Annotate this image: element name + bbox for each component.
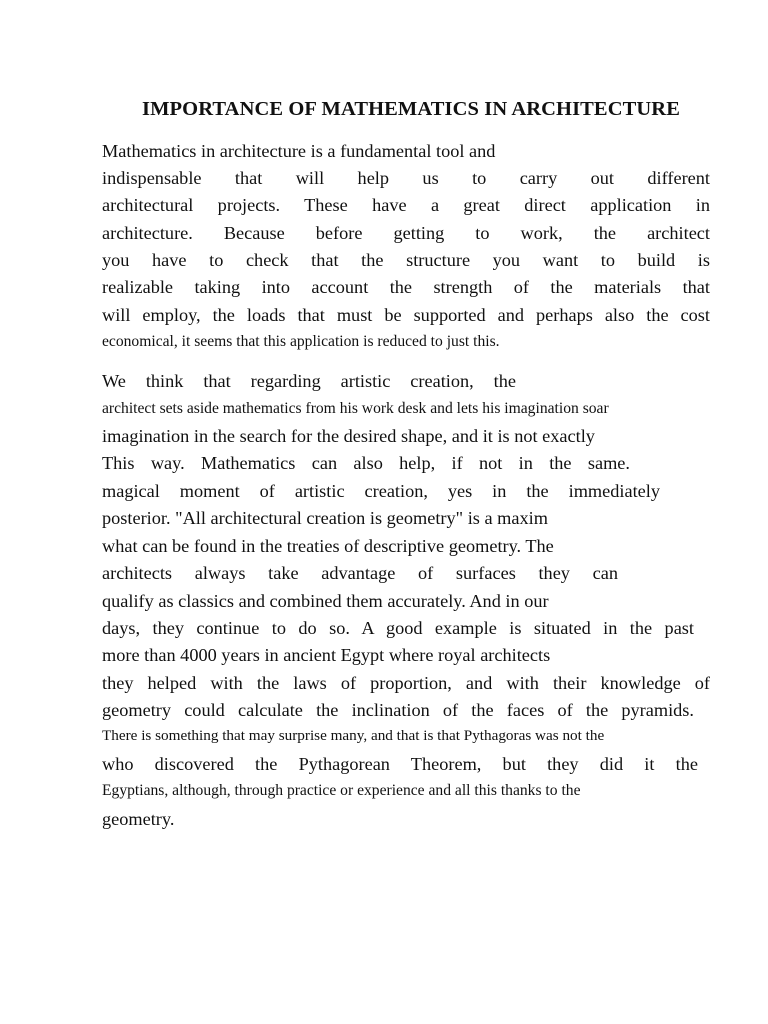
paragraph-line: posterior. "All architectural creation is geometry" is a maxim: [102, 508, 548, 528]
paragraph-line: This way. Mathematics can also help, if not in the same.: [102, 453, 630, 473]
paragraph-line: There is something that may surprise many, and that is that Pythagoras was not the: [102, 727, 605, 744]
paragraph-line: realizable taking into account the strength of the materials that: [102, 277, 710, 297]
paragraph-line: Egyptians, although, through practice or experience and all this thanks to the: [102, 782, 581, 799]
paragraph-line: magical moment of artistic creation, yes in the immediately: [102, 481, 660, 501]
paragraph-line: geometry could calculate the inclination of the faces of the pyramids.: [102, 700, 694, 720]
paragraph-line: architect sets aside mathematics from his work desk and lets his imagination soar: [102, 400, 609, 417]
paragraph-line: qualify as classics and combined them accurately. And in our: [102, 591, 549, 611]
paragraph-line: economical, it seems that this application is reduced to just this.: [102, 333, 500, 350]
paragraph-line: architects always take advantage of surfaces they can: [102, 563, 618, 583]
document-title: IMPORTANCE OF MATHEMATICS IN ARCHITECTURE: [142, 98, 680, 120]
paragraph-line: architectural projects. These have a great direct application in: [102, 195, 710, 215]
paragraph-line: indispensable that will help us to carry out different: [102, 168, 710, 188]
paragraph-line: you have to check that the structure you want to build is: [102, 250, 710, 270]
paragraph-line: architecture. Because before getting to work, the architect: [102, 223, 710, 243]
paragraph-line: who discovered the Pythagorean Theorem, but they did it the: [102, 754, 698, 774]
paragraph-line: imagination in the search for the desired shape, and it is not exactly: [102, 426, 595, 446]
paragraph-line: Mathematics in architecture is a fundamental tool and: [102, 141, 496, 161]
paragraph-line: will employ, the loads that must be supported and perhaps also the cost: [102, 305, 710, 325]
paragraph-line: geometry.: [102, 809, 175, 829]
paragraph-line: We think that regarding artistic creation, the: [102, 371, 516, 391]
paragraph-line: they helped with the laws of proportion, and with their knowledge of: [102, 673, 710, 693]
paragraph-line: what can be found in the treaties of descriptive geometry. The: [102, 536, 554, 556]
paragraph-line: days, they continue to do so. A good example is situated in the past: [102, 618, 694, 638]
paragraph-line: more than 4000 years in ancient Egypt where royal architects: [102, 645, 551, 665]
